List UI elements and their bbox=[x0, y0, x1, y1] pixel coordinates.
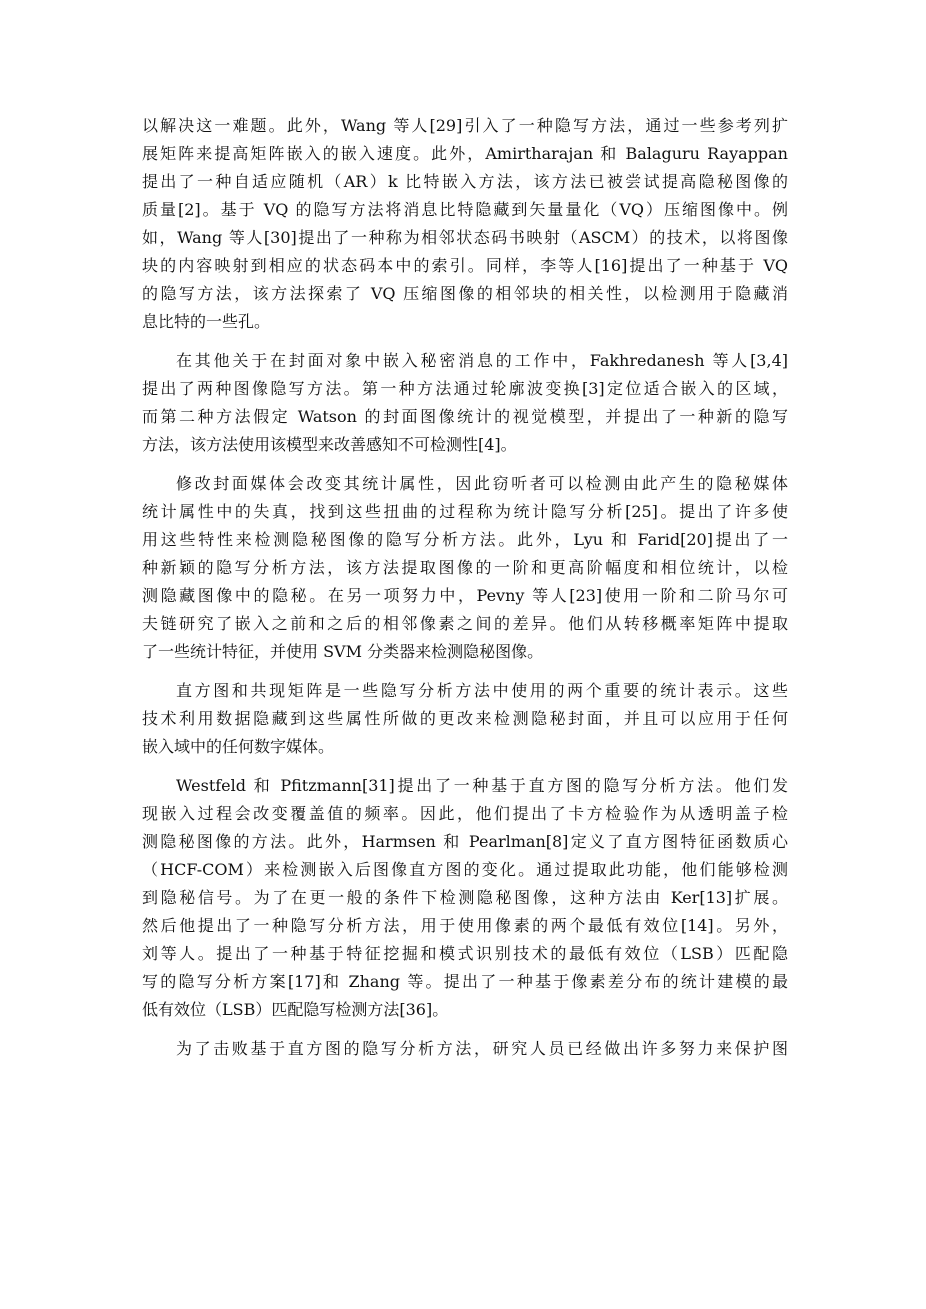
document-body bbox=[142, 112, 788, 1074]
text-line: 修改封面媒体会改变其统计属性，因此窃听者可以检测由此产生的隐秘媒体 bbox=[176, 474, 788, 493]
text-line: 了一些统计特征，并使用 SVM 分类器来检测隐秘图像。 bbox=[142, 642, 544, 661]
text-line: 方法，该方法使用该模型来改善感知不可检测性[4]。 bbox=[142, 435, 517, 454]
text-line: 用这些特性来检测隐秘图像的隐写分析方法。此外，Lyu 和 Farid[20]提出了一 bbox=[142, 530, 788, 549]
paragraph-6 bbox=[142, 1035, 788, 1063]
text-line: 写的隐写分析方案[17]和 Zhang 等。提出了一种基于像素差分布的统计建模的最 bbox=[142, 972, 788, 991]
text-line: 以解决这一难题。此外，Wang 等人[29]引入了一种隐写方法，通过一些参考列扩 bbox=[142, 116, 788, 135]
text-line: 质量[2]。基于 VQ 的隐写方法将消息比特隐藏到矢量量化（VQ）压缩图像中。例 bbox=[142, 200, 788, 219]
text-line: 测隐藏图像中的隐秘。在另一项努力中，Pevny 等人[23]使用一阶和二阶马尔可 bbox=[142, 586, 788, 605]
text-line: 技术利用数据隐藏到这些属性所做的更改来检测隐秘封面，并且可以应用于任何 bbox=[142, 709, 788, 728]
text-line: 夫链研究了嵌入之前和之后的相邻像素之间的差异。他们从转移概率矩阵中提取 bbox=[142, 614, 788, 633]
text-line: 如，Wang 等人[30]提出了一种称为相邻状态码书映射（ASCM）的技术，以将图像 bbox=[142, 228, 788, 247]
text-line: 息比特的一些孔。 bbox=[142, 312, 271, 331]
text-line: Westfeld 和 Pfitzmann[31]提出了一种基于直方图的隐写分析方法。他们发 bbox=[176, 776, 788, 795]
text-line: 低有效位（LSB）匹配隐写检测方法[36]。 bbox=[142, 1000, 449, 1019]
text-line: 块的内容映射到相应的状态码本中的索引。同样，李等人[16]提出了一种基于 VQ bbox=[142, 256, 788, 275]
text-line: 展矩阵来提高矩阵嵌入的嵌入速度。此外，Amirtharajan 和 Balaguru Rayappan bbox=[142, 144, 788, 163]
text-line: 的隐写方法，该方法探索了 VQ 压缩图像的相邻块的相关性，以检测用于隐藏消 bbox=[142, 284, 788, 303]
text-line: 测隐秘图像的方法。此外，Harmsen 和 Pearlman[8]定义了直方图特征函数质心 bbox=[142, 832, 788, 851]
text-line: 而第二种方法假定 Watson 的封面图像统计的视觉模型，并提出了一种新的隐写 bbox=[142, 407, 788, 426]
text-line: （HCF-COM）来检测嵌入后图像直方图的变化。通过提取此功能，他们能够检测 bbox=[142, 860, 788, 879]
paragraph-2 bbox=[142, 347, 788, 459]
text-line: 嵌入域中的任何数字媒体。 bbox=[142, 737, 335, 756]
text-line: 刘等人。提出了一种基于特征挖掘和模式识别技术的最低有效位（LSB）匹配隐 bbox=[142, 944, 788, 963]
text-line: 种新颖的隐写分析方法，该方法提取图像的一阶和更高阶幅度和相位统计，以检 bbox=[142, 558, 788, 577]
paragraph-3 bbox=[142, 470, 788, 666]
paragraph-5 bbox=[142, 772, 788, 1024]
text-line: 提出了一种自适应随机（AR）k 比特嵌入方法，该方法已被尝试提高隐秘图像的 bbox=[142, 172, 788, 191]
text-line: 提出了两种图像隐写方法。第一种方法通过轮廓波变换[3]定位适合嵌入的区域， bbox=[142, 379, 788, 398]
text-line: 直方图和共现矩阵是一些隐写分析方法中使用的两个重要的统计表示。这些 bbox=[176, 681, 788, 700]
text-line: 现嵌入过程会改变覆盖值的频率。因此，他们提出了卡方检验作为从透明盖子检 bbox=[142, 804, 788, 823]
text-line: 在其他关于在封面对象中嵌入秘密消息的工作中，Fakhredanesh 等人[3,4] bbox=[176, 351, 788, 370]
text-line: 为了击败基于直方图的隐写分析方法，研究人员已经做出许多努力来保护图 bbox=[176, 1039, 788, 1058]
text-line: 到隐秘信号。为了在更一般的条件下检测隐秘图像，这种方法由 Ker[13]扩展。 bbox=[142, 888, 788, 907]
paragraph-1 bbox=[142, 112, 788, 336]
text-line: 然后他提出了一种隐写分析方法，用于使用像素的两个最低有效位[14]。另外， bbox=[142, 916, 788, 935]
text-line: 统计属性中的失真，找到这些扭曲的过程称为统计隐写分析[25]。提出了许多使 bbox=[142, 502, 788, 521]
paragraph-4 bbox=[142, 677, 788, 761]
